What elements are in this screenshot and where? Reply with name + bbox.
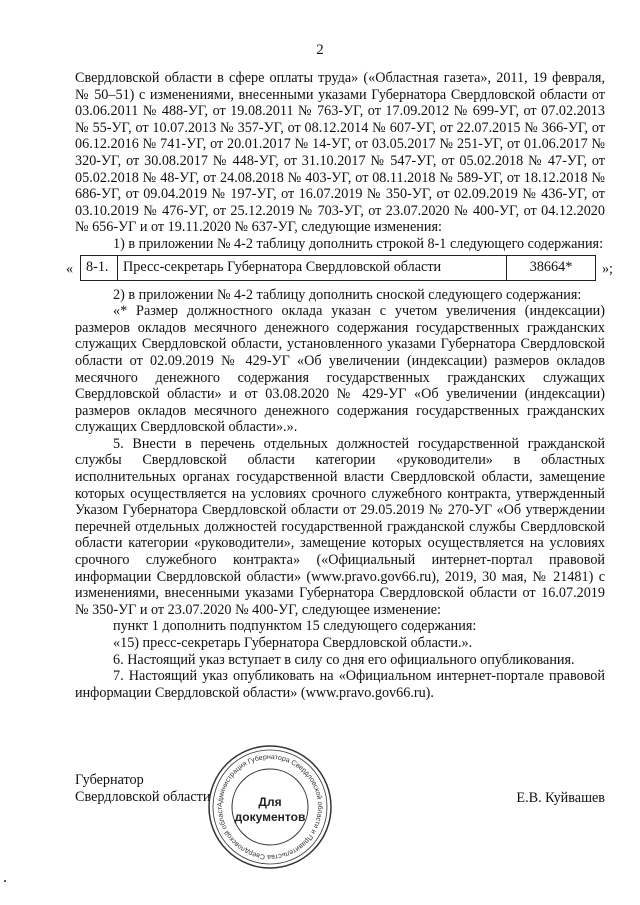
signature-title-1: Губернатор (75, 772, 144, 788)
stamp-text-2: документов (234, 810, 306, 824)
table-open-quote: « (66, 260, 74, 277)
paragraph-6: 6. Настоящий указ вступает в силу со дня его официального опубликования. (113, 651, 575, 668)
salary-table (80, 255, 596, 281)
table-cell-position: Пресс-секретарь Губернатора Свердловской области (118, 255, 507, 280)
document-body (66, 70, 613, 701)
scan-dot (4, 880, 6, 882)
paragraph-5-quote: «15) пресс-секретарь Губернатора Свердловской области.». (113, 635, 473, 651)
table-close-quote: »; (601, 260, 613, 277)
table-cell-amount: 38664* (507, 255, 596, 280)
signature-name: Е.В. Куйвашев (516, 790, 605, 806)
paragraph-footnote: «* Размер должностного оклада указан с учетом увеличения (индексации) размеров окладов месячного денежного содержания государственных гражданских служащих Свердловской области, установленного указами Губернатора Свердловской области от 02.09.2019 № 429-УГ «Об увеличении (индексации) размеров окладов месячного денежного содержания государственных гражданских служащих Свердловской области» и от 03.08.2020 № 429-УГ «Об увеличении (индексации) размеров окладов месячного денежного содержания государственных гражданских служащих Свердловской области».». (75, 303, 605, 436)
paragraph-5-subitem: пункт 1 дополнить подпунктом 15 следующего содержания: (113, 618, 477, 635)
table-insert (66, 254, 613, 284)
signature-title-2: Свердловской области (75, 789, 211, 805)
paragraph-preamble: Свердловской области в сфере оплаты труда» («Областная газета», 2011, 19 февраля, № 50–51) с изменениями, внесенными указами Губернатора Свердловской области от 03.06.2011 № 488-УГ, от 19.08.2011 № 763-УГ, от 17.09.2012 № 699-УГ, от 07.02.2013 № 55-УГ, от 10.07.2013 № 357-УГ, от 08.12.2014 № 607-УГ, от 22.07.2015 № 366-УГ, от 06.12.2016 № 741-УГ, от 20.01.2017 № 14-УГ, от 03.05.2017 № 251-УГ, от 01.06.2017 № 320-УГ, от 30.08.2017 № 448-УГ, от 31.10.2017 № 547-УГ, от 05.02.2018 № 47-УГ, от 05.02.2018 № 48-УГ, от 24.08.2018 № 403-УГ, от 08.11.2018 № 589-УГ, от 18.12.2018 № 686-УГ, от 09.04.2019 № 197-УГ, от 16.07.2019 № 350-УГ, от 02.09.2019 № 436-УГ, от 03.10.2019 № 476-УГ, от 25.12.2019 № 703-УГ, от 23.07.2020 № 400-УГ, от 04.12.2020 № 656-УГ и от 19.11.2020 № 637-УГ, следующие изменения: (75, 70, 605, 236)
table-cell-number: 8-1. (81, 255, 118, 280)
paragraph-7: 7. Настоящий указ опубликовать на «Официальном интернет-портале правовой информации Свердловской области» (www.pravo.gov66.ru). (75, 668, 605, 701)
paragraph-item-2: 2) в приложении № 4-2 таблицу дополнить сноской следующего содержания: (113, 286, 582, 303)
table-row (81, 255, 596, 280)
stamp-ring-text: Администрация Губернатора Свердловской области и Правительства Свердловской област (216, 753, 324, 861)
paragraph-5: 5. Внести в перечень отдельных должностей государственной гражданской службы Свердловской области категории «руководители» в областных исполнительных органах государственной власти Свердловской области, замещение которых осуществляется на условиях срочного служебного контракта, утвержденный Указом Губернатора Свердловской области от 29.05.2019 № 270-УГ «Об утверждении перечней отдельных должностей государственной гражданской службы Свердловской области категории «руководители», замещение которых осуществляется на условиях срочного служебного контракта» («Официальный интернет-портал правовой информации Свердловской области» (www.pravo.gov66.ru), 2019, 30 мая, № 21481) с изменениями, внесенными указами Губернатора Свердловской области от 16.07.2019 № 350-УГ и от 23.07.2020 № 400-УГ, следующее изменение: (75, 435, 605, 618)
page-number: 2 (316, 42, 324, 58)
stamp-seal (205, 742, 335, 872)
stamp-text-1: Для (258, 795, 282, 809)
paragraph-item-1: 1) в приложении № 4-2 таблицу дополнить строкой 8-1 следующего содержания: (113, 235, 604, 252)
